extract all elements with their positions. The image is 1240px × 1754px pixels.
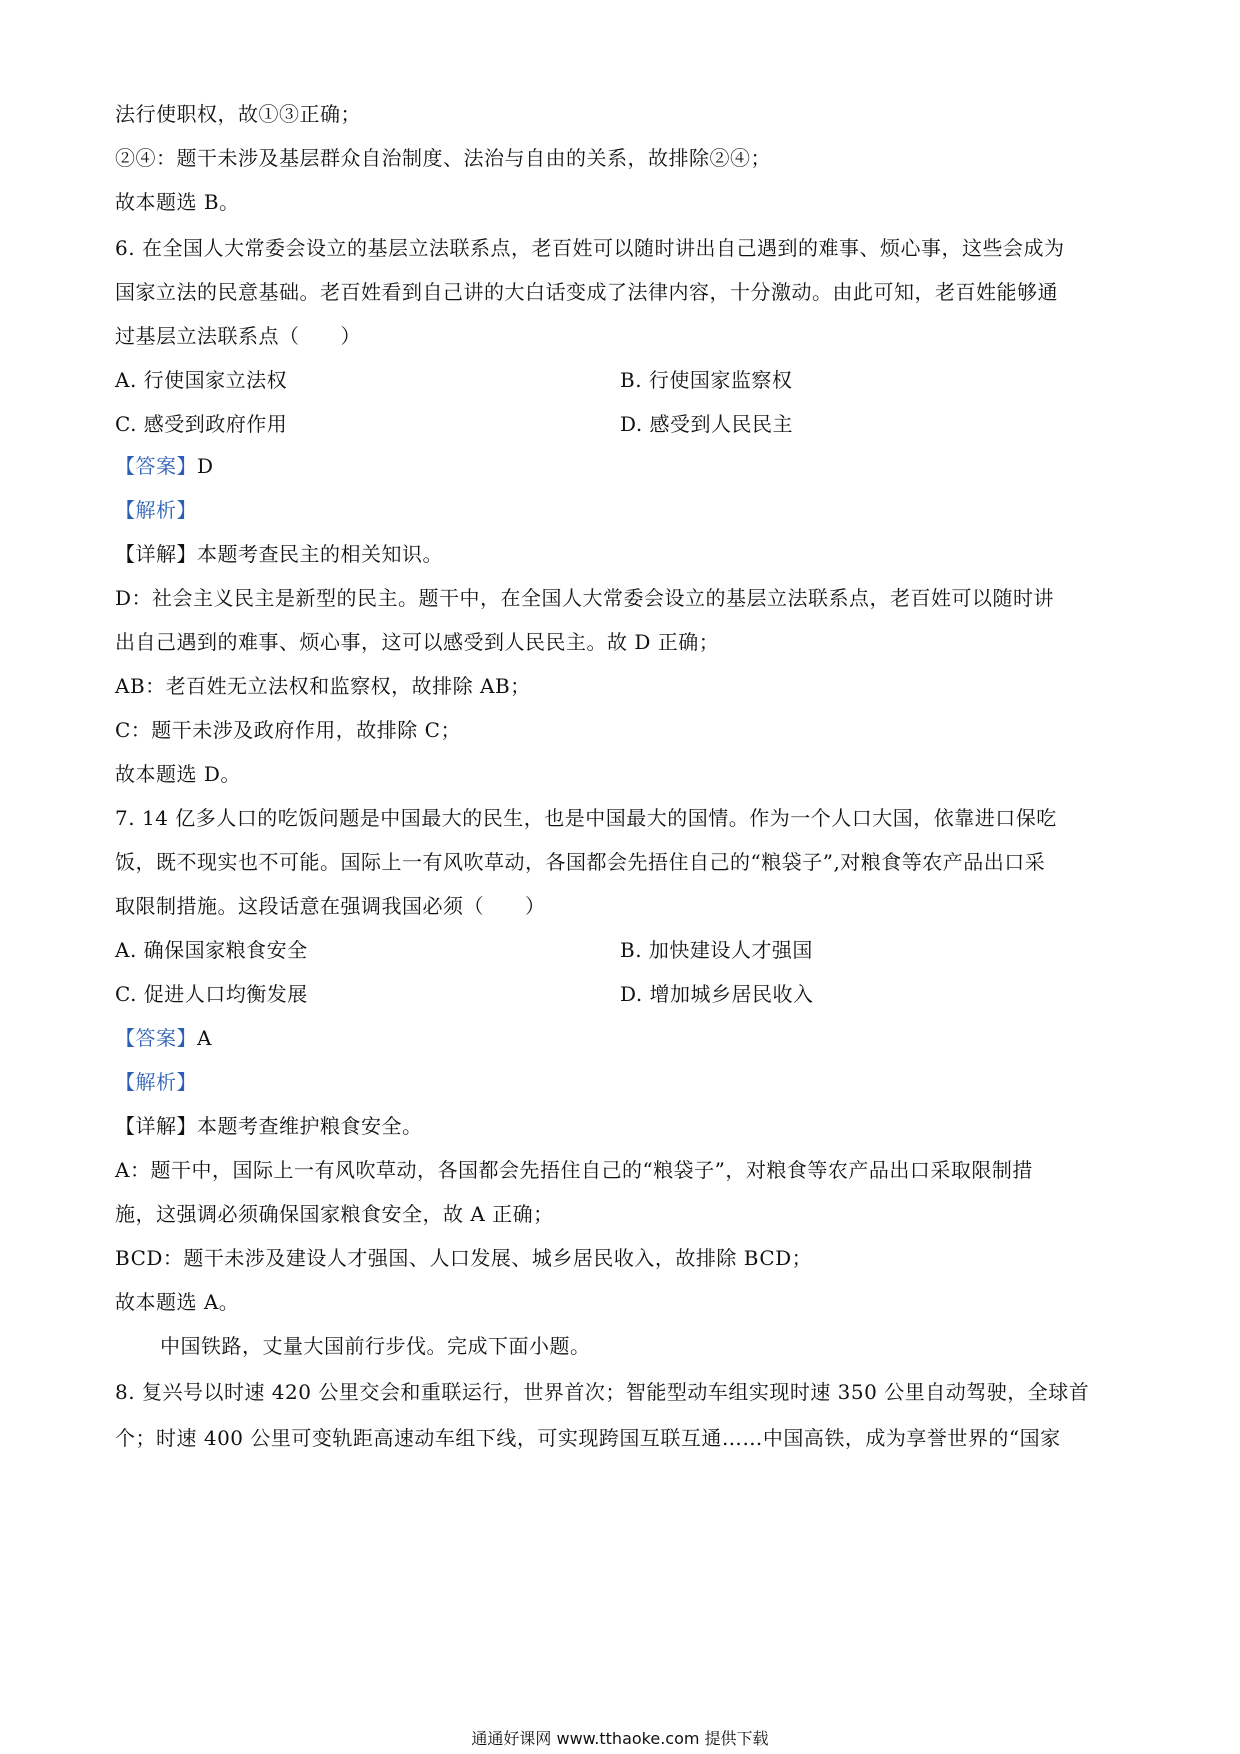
q7-explanation-line: A：题干中，国际上一有风吹草动，各国都会先捂住自己的“粮袋子”，对粮食等农产品出口采取限制措 (115, 1158, 1033, 1182)
q7-option-b: B. 加快建设人才强国 (620, 938, 813, 962)
q6-stem-line: 6. 在全国人大常委会设立的基层立法联系点，老百姓可以随时讲出自己遇到的难事、烦心事，这些会成为 (115, 236, 1065, 260)
q7-stem-line: 7. 14 亿多人口的吃饭问题是中国最大的民生，也是中国最大的国情。作为一个人口大国，依靠进口保吃 (115, 806, 1057, 830)
q6-explanation-line: C：题干未涉及政府作用，故排除 C； (115, 718, 461, 742)
q6-option-a: A. 行使国家立法权 (115, 368, 288, 392)
q6-explanation-line: D：社会主义民主是新型的民主。题干中，在全国人大常委会设立的基层立法联系点，老百姓可以随时讲 (115, 586, 1055, 610)
q8-intro: 中国铁路，丈量大国前行步伐。完成下面小题。 (160, 1334, 591, 1358)
q7-stem-line: 取限制措施。这段话意在强调我国必须（ ） (115, 894, 546, 918)
q7-option-c: C. 促进人口均衡发展 (115, 982, 308, 1006)
q6-option-b: B. 行使国家监察权 (620, 368, 793, 392)
q6-option-d: D. 感受到人民民主 (620, 412, 794, 436)
q6-stem-line: 过基层立法联系点（ ） (115, 324, 361, 348)
footer-watermark: 通通好课网 www.tthaoke.com 提供下载 (471, 1729, 769, 1748)
q7-explanation-line: BCD：题干未涉及建设人才强国、人口发展、城乡居民收入，故排除 BCD； (115, 1246, 813, 1270)
q8-stem-line: 8. 复兴号以时速 420 公里交会和重联运行，世界首次；智能型动车组实现时速 350 公里自动驾驶，全球首 (115, 1380, 1090, 1404)
q7-stem-line: 饭，既不现实也不可能。国际上一有风吹草动，各国都会先捂住自己的“粮袋子”,对粮食等农产品出口采 (115, 850, 1046, 874)
answer-tag: 【答案】 (115, 454, 197, 478)
q6-detail: 【详解】本题考查民主的相关知识。 (115, 542, 443, 566)
q7-explanation-line: 施，这强调必须确保国家粮食安全，故 A 正确； (115, 1202, 554, 1226)
text-line: 法行使职权，故①③正确； (115, 102, 361, 126)
q7-option-a: A. 确保国家粮食安全 (115, 938, 308, 962)
q6-explanation-line: 出自己遇到的难事、烦心事，这可以感受到人民民主。故 D 正确； (115, 630, 720, 654)
q6-explanation-line: AB：老百姓无立法权和监察权，故排除 AB； (115, 674, 531, 698)
answer-value: D (197, 454, 214, 478)
q6-analysis-tag: 【解析】 (115, 498, 197, 522)
text-line: ②④：题干未涉及基层群众自治制度、法治与自由的关系，故排除②④； (115, 146, 771, 170)
q6-stem-line: 国家立法的民意基础。老百姓看到自己讲的大白话变成了法律内容，十分激动。由此可知，老百姓能够通 (115, 280, 1058, 304)
q7-final: 故本题选 A。 (115, 1290, 240, 1314)
q7-option-d: D. 增加城乡居民收入 (620, 982, 814, 1006)
answer-tag: 【答案】 (115, 1026, 197, 1050)
q6-final: 故本题选 D。 (115, 762, 241, 786)
q6-option-c: C. 感受到政府作用 (115, 412, 288, 436)
q7-analysis-tag: 【解析】 (115, 1070, 197, 1094)
answer-value: A (197, 1026, 212, 1050)
text-line: 故本题选 B。 (115, 190, 240, 214)
q8-stem-line: 个；时速 400 公里可变轨距高速动车组下线，可实现跨国互联互通……中国高铁，成为享誉世界的“国家 (115, 1426, 1061, 1450)
q7-answer (115, 1024, 212, 1052)
q6-answer (115, 452, 214, 480)
q7-detail: 【详解】本题考查维护粮食安全。 (115, 1114, 423, 1138)
